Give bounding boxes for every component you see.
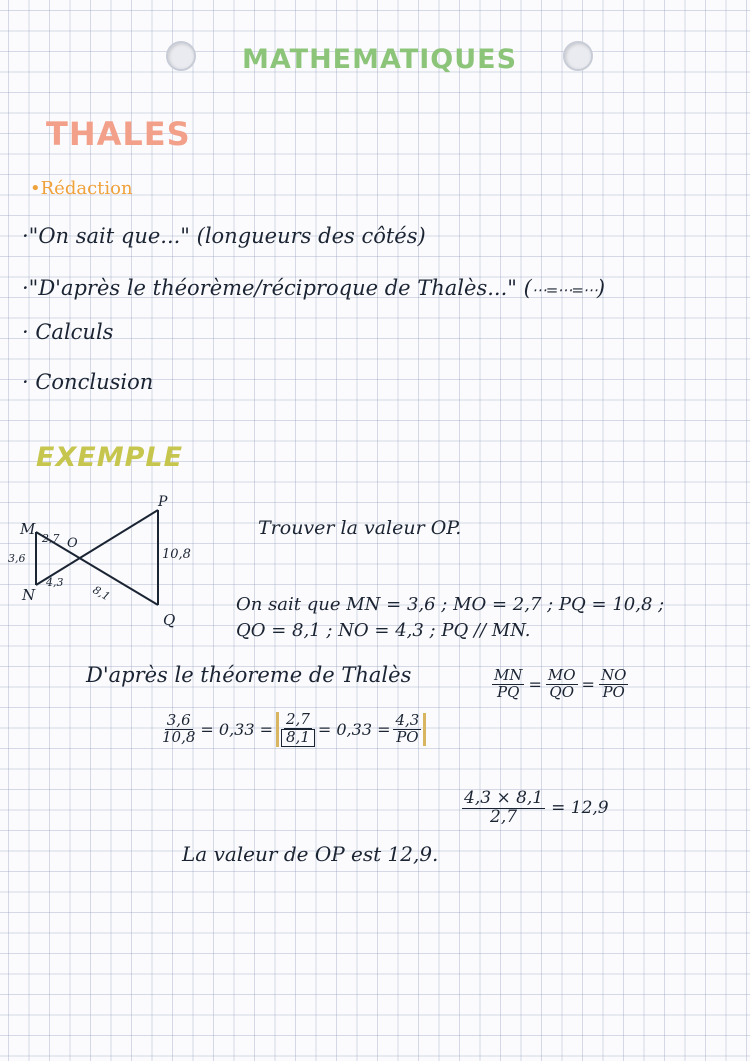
calc-frac-1: $\frac{3,6}{10,8}$	[162, 711, 196, 746]
known-line-2: QO = 8,1 ; NO = 4,3 ; PQ // MN.	[236, 620, 531, 641]
length-mo: 2,7	[42, 532, 60, 545]
final-result: = 12,9	[551, 798, 609, 819]
step-2-text: ·"D'après le théorème/réciproque de Thalès..." (	[22, 276, 532, 300]
punch-hole	[166, 41, 196, 71]
label-o: O	[67, 536, 78, 551]
redaction-heading: •Rédaction	[30, 178, 133, 199]
calc-frac-3: $\frac{4,3}{PO}$	[393, 713, 426, 746]
ratio-mn-pq: $\frac{MN}{PQ}$	[494, 666, 523, 701]
length-mn: 3,6	[8, 552, 26, 565]
ratio-no-po: $\frac{NO}{PO}$	[600, 666, 627, 701]
calculation-line	[160, 712, 426, 747]
label-m: M	[20, 520, 36, 538]
task-text: Trouver la valeur OP.	[258, 517, 462, 539]
calc-frac-2: $\frac{2,7}{8,1}$	[276, 712, 315, 747]
ratio-mo-qo: $\frac{MO}{QO}$	[547, 666, 576, 701]
theorem-text: D'après le théoreme de Thalès	[86, 663, 412, 687]
length-pq: 10,8	[162, 547, 191, 562]
thales-figure	[0, 490, 215, 630]
subject-title: MATHEMATIQUES	[242, 44, 518, 75]
length-oq: 8,1	[90, 583, 113, 604]
calc-eq-2: = 0,33 =	[317, 719, 391, 739]
example-heading: EXEMPLE	[36, 442, 184, 473]
theorem-ratios: $\frac{MN}{PQ}$ = $\frac{MO}{QO}$ = $\frac{NO}{PO}$	[494, 666, 627, 701]
label-n: N	[22, 586, 36, 604]
segment-np	[36, 510, 158, 585]
step-1: ·"On sait que..." (longueurs des côtés)	[22, 224, 426, 248]
chapter-title: THALES	[46, 115, 191, 153]
known-line-1: On sait que MN = 3,6 ; MO = 2,7 ; PQ = 10,8 ;	[236, 594, 665, 615]
ratio-hint-close: )	[596, 276, 606, 300]
label-p: P	[158, 494, 168, 510]
length-no: 4,3	[46, 576, 64, 589]
step-2	[22, 276, 605, 300]
ratio-hint: ⋯=⋯=⋯	[531, 281, 597, 299]
final-calculation	[462, 790, 609, 827]
final-frac: $\frac{4,3 \times 8,1}{2,7}$	[464, 788, 544, 827]
label-q: Q	[163, 611, 176, 629]
step-3: · Calculs	[22, 320, 114, 344]
conclusion: La valeur de OP est 12,9.	[182, 842, 439, 866]
punch-hole	[563, 41, 593, 71]
step-4: · Conclusion	[22, 370, 154, 394]
calc-eq-1: = 0,33 =	[200, 719, 274, 739]
